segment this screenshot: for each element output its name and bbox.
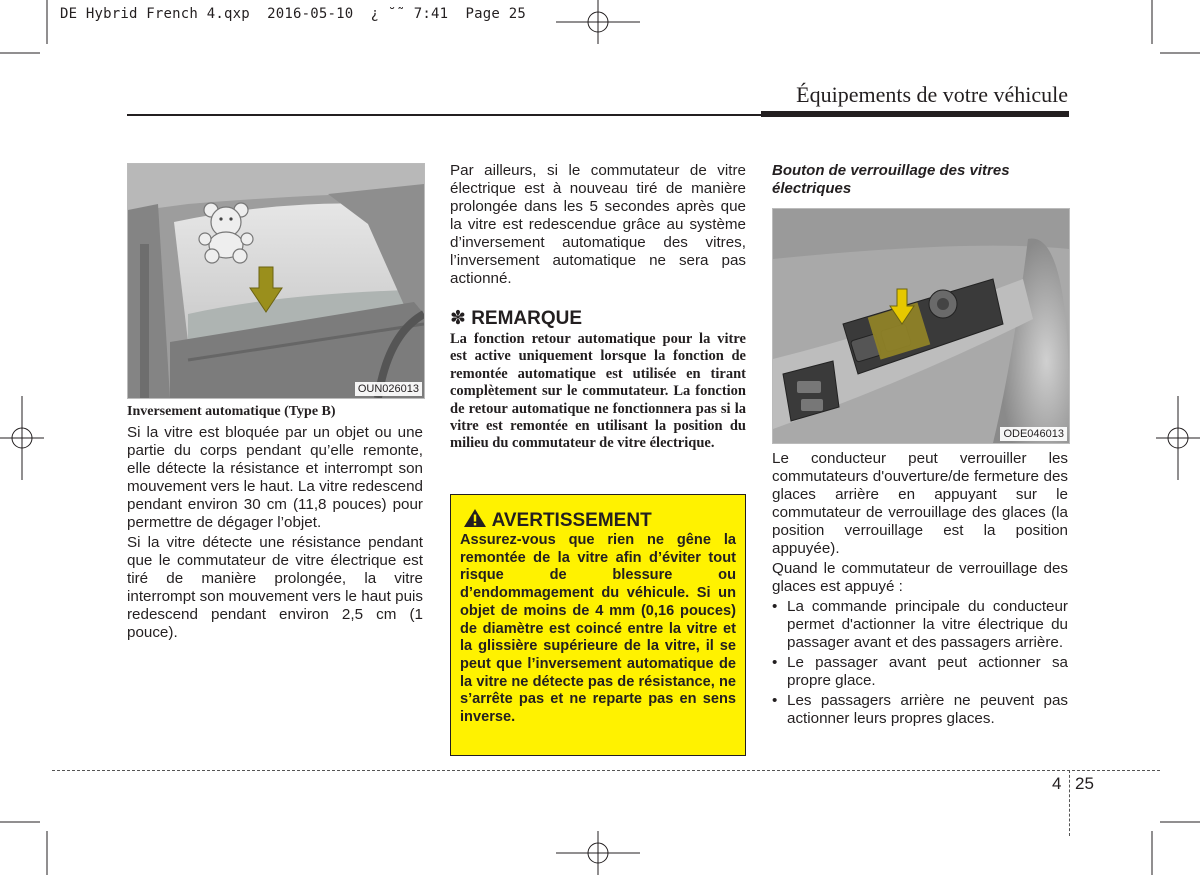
registration-target-top xyxy=(556,0,640,44)
remarque-text: La fonction retour automatique pour la vitre est active uniquement lorsque la fonction de remontée automatique est utilisée en tirant complètement sur le commutateur. La fonction de retour automatique ne fonctionnera pas si la vitre est remontée en utilisant la position du milieu du commutateur de vitre électrique. xyxy=(450,331,746,452)
bullet-list xyxy=(772,598,1068,728)
car-window-image xyxy=(128,164,424,398)
remarque-heading xyxy=(450,307,582,330)
list-item: • Les passagers arrière ne peuvent pas actionner leurs propres glaces. xyxy=(772,692,1068,727)
paragraph: Quand le commutateur de verrouillage des glaces est appuyé : xyxy=(772,560,1068,595)
right-body-text xyxy=(772,450,1068,728)
chapter-number: 4 xyxy=(1052,774,1062,793)
page-number: 25 xyxy=(1075,774,1094,793)
header-rule-thin xyxy=(127,114,761,116)
window-reverse-illustration xyxy=(127,163,425,399)
footer-dashed-divider xyxy=(1069,770,1070,836)
paragraph: Si la vitre est bloquée par un objet ou une partie du corps pendant qu’elle remonte, elle détecte la résistance et interrompt son mouvement vers le haut. La vitre redescend pendant environ 30 cm (11,8 pouces) pour permettre de dégager l’objet. xyxy=(127,424,423,531)
warning-text: Assurez-vous que rien ne gêne la remontée de la vitre afin d’éviter tout risque de blessure ou d’endommagement du véhicule. Si un objet de moins de 4 mm (0,16 pouces) de diamètre est coincé entre la vitre et la glissière supérieure de la vitre, il se peut que l’inversement automatique de la vitre ne détecte pas de résistance, ne s’arrête pas et ne reparte pas en sens inverse. xyxy=(460,532,736,726)
paragraph: Le conducteur peut verrouiller les commutateurs d'ouverture/de fermeture des glaces arrière en appuyant sur le commutateur de verrouillage des glaces (la position verrouillage est la position appuyée). xyxy=(772,450,1068,557)
remarque-title: REMARQUE xyxy=(471,308,583,329)
footer-dashed-rule xyxy=(52,770,1160,771)
warning-heading xyxy=(463,508,652,532)
asterisk-icon: ✽ xyxy=(450,308,466,329)
registration-target-right xyxy=(1156,396,1200,480)
teddy-bear-icon xyxy=(199,203,253,263)
print-header: DE Hybrid French 4.qxp 2016-05-10 ¿ ˘˜ 7:41 Page 25 xyxy=(60,6,526,22)
figure-code: OUN026013 xyxy=(355,382,422,396)
warning-title: AVERTISSEMENT xyxy=(491,510,652,531)
list-item: • La commande principale du conducteur permet d'actionner la vitre électrique du passager avant et des passagers arrière. xyxy=(772,598,1068,651)
warning-box xyxy=(450,494,746,756)
registration-target-bottom xyxy=(556,831,640,875)
section-subheading: Bouton de verrouillage des vitres électriques xyxy=(772,162,1010,197)
section-title: Équipements de votre véhicule xyxy=(796,82,1068,107)
door-panel-image xyxy=(773,209,1069,443)
lock-switch-illustration xyxy=(772,208,1070,444)
middle-paragraph: Par ailleurs, si le commutateur de vitre électrique est à nouveau tiré de manière prolongée dans les 5 secondes après que la vitre est redescendue grâce au système d’inversement automatique des vitres, l’inversement automatique ne sera pas actionné. xyxy=(450,162,746,287)
figure-code: ODE046013 xyxy=(1000,427,1067,441)
header-rule-thick xyxy=(761,111,1069,117)
paragraph: Si la vitre détecte une résistance pendant que le commutateur de vitre électrique est tiré de manière prolongée, la vitre interrompt son mouvement vers le haut puis redescend pendant environ 2,5 cm (1 pouce). xyxy=(127,534,423,641)
warning-triangle-icon xyxy=(463,508,487,528)
left-body-text xyxy=(127,424,423,642)
figure-caption: Inversement automatique (Type B) xyxy=(127,404,336,419)
registration-target-left xyxy=(0,396,44,480)
list-item: • Le passager avant peut actionner sa propre glace. xyxy=(772,654,1068,689)
